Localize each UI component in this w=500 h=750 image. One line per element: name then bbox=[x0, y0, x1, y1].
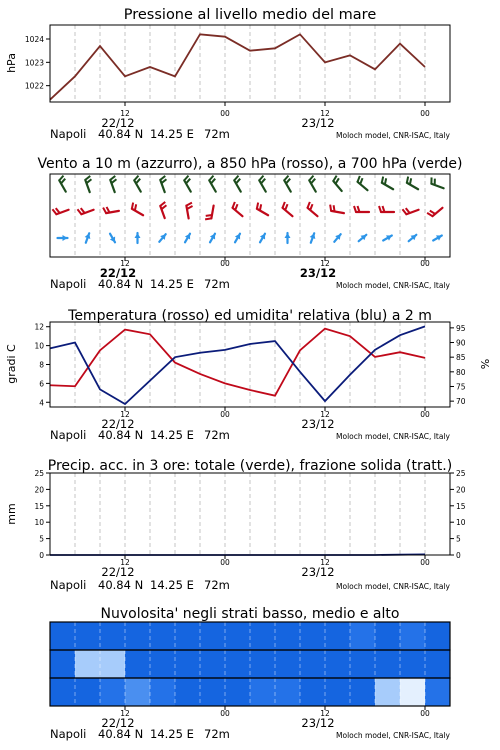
pressure-x-ticks bbox=[120, 102, 430, 118]
barb-feather bbox=[234, 176, 238, 181]
wind-arrow-10m bbox=[285, 233, 291, 243]
barb-feather bbox=[379, 206, 381, 212]
barb-shaft bbox=[407, 183, 418, 190]
x-tick-label: 00 bbox=[220, 709, 230, 718]
barb-feather bbox=[410, 178, 411, 184]
barb-shaft bbox=[257, 209, 268, 216]
wind-arrow-10m bbox=[359, 235, 367, 241]
barb-feather bbox=[161, 179, 166, 183]
temperature-x-ticks bbox=[120, 407, 430, 419]
wind-barb-700hpa bbox=[85, 176, 91, 192]
barb-shaft bbox=[431, 184, 443, 188]
barb-feather bbox=[261, 179, 265, 184]
location-lon: 14.25 E bbox=[150, 428, 194, 442]
cloud-cell bbox=[225, 622, 250, 650]
wind-barb-700hpa bbox=[333, 176, 341, 191]
x-tick-label: 00 bbox=[420, 109, 430, 118]
cloud-cell bbox=[100, 622, 125, 650]
cloud-cell bbox=[100, 650, 125, 678]
wind-barb-850hpa bbox=[257, 203, 268, 216]
location-lat: 40.84 N bbox=[98, 127, 144, 141]
cloudiness-x-ticks bbox=[120, 706, 430, 718]
barb-feather bbox=[186, 179, 190, 184]
y-tick-label: 10 bbox=[34, 341, 44, 351]
barb-feather bbox=[406, 208, 410, 213]
cloud-cell bbox=[125, 650, 150, 678]
cloud-cell bbox=[375, 622, 400, 650]
pressure-y-ticks bbox=[25, 35, 50, 91]
barb-feather bbox=[430, 211, 435, 214]
barb-feather bbox=[86, 179, 91, 183]
x-tick-label: 00 bbox=[220, 259, 230, 268]
precipitation-panel bbox=[5, 458, 466, 592]
pressure-line bbox=[50, 34, 425, 99]
wind-barb-850hpa bbox=[402, 208, 418, 214]
wind-arrow-10m bbox=[159, 234, 165, 242]
barb-feather bbox=[59, 176, 63, 181]
barb-feather bbox=[333, 176, 336, 181]
cloud-cell bbox=[375, 650, 400, 678]
barb-feather bbox=[211, 179, 215, 184]
barb-feather bbox=[358, 176, 360, 182]
temperature-title: Temperatura (rosso) ed umidita' relativa (blu) a 2 m bbox=[68, 308, 432, 324]
cloud-cell bbox=[425, 650, 450, 678]
location-lon: 14.25 E bbox=[150, 127, 194, 141]
cloud-cell bbox=[300, 650, 325, 678]
barb-feather bbox=[135, 204, 136, 210]
x-tick-label: 12 bbox=[320, 259, 330, 268]
y-tick-label: 10 bbox=[34, 518, 44, 528]
barb-feather bbox=[107, 207, 110, 213]
y-tick-label: 0 bbox=[39, 551, 44, 560]
wind-arrow-10m bbox=[260, 234, 265, 243]
x-tick-label: 00 bbox=[220, 410, 230, 419]
pressure-title: Pressione al livello medio del mare bbox=[123, 7, 377, 23]
barb-feather bbox=[330, 205, 331, 211]
arrow-head bbox=[63, 235, 68, 241]
location-elevation: 72m bbox=[204, 727, 230, 741]
y2-tick-label: 15 bbox=[456, 501, 466, 511]
barb-feather bbox=[283, 202, 285, 208]
cloudiness-title: Nuvolosita' negli strati basso, medio e alto bbox=[100, 606, 400, 622]
barb-shaft bbox=[382, 183, 393, 190]
barb-feather bbox=[134, 176, 138, 181]
location-elevation: 72m bbox=[204, 277, 230, 291]
barb-shaft bbox=[233, 208, 243, 216]
barb-feather bbox=[285, 204, 287, 210]
location-name: Napoli bbox=[50, 127, 87, 141]
wind-barb-850hpa bbox=[132, 203, 143, 216]
barb-feather bbox=[334, 205, 335, 211]
barb-feather bbox=[284, 176, 288, 181]
location-elevation: 72m bbox=[204, 127, 230, 141]
barb-feather bbox=[360, 178, 362, 184]
barb-feather bbox=[187, 206, 193, 209]
wind-barb-850hpa bbox=[354, 206, 369, 212]
cloud-cell bbox=[250, 678, 275, 706]
cloud-cell bbox=[150, 650, 175, 678]
y-tick-label: 25 bbox=[34, 469, 44, 478]
barb-feather bbox=[61, 179, 65, 184]
arrow-head bbox=[285, 233, 291, 238]
barb-feather bbox=[260, 204, 261, 210]
x-tick-label: 00 bbox=[420, 410, 430, 419]
wind-barb-850hpa bbox=[308, 202, 318, 216]
wind-gridlines bbox=[75, 174, 425, 257]
barb-shaft bbox=[308, 208, 318, 216]
wind-barb-850hpa bbox=[77, 208, 93, 214]
cloud-cell bbox=[325, 650, 350, 678]
temperature-line bbox=[50, 329, 425, 396]
barb-feather bbox=[205, 218, 211, 219]
date-label: 22/12 bbox=[101, 716, 135, 730]
date-label: 22/12 bbox=[101, 417, 135, 431]
cloud-cell bbox=[200, 678, 225, 706]
wind-arrow-10m bbox=[334, 234, 340, 242]
y2-tick-label: 25 bbox=[456, 469, 466, 478]
barb-feather bbox=[160, 202, 165, 206]
date-label: 22/12 bbox=[99, 266, 137, 280]
wind-barb-850hpa bbox=[52, 208, 68, 214]
barb-feather bbox=[427, 213, 432, 216]
barb-feather bbox=[186, 203, 192, 206]
model-credit: Moloch model, CNR-ISAC, Italy bbox=[336, 432, 450, 441]
y2-tick-label: 80 bbox=[456, 367, 466, 377]
barb-feather bbox=[81, 208, 85, 213]
barb-shaft bbox=[358, 182, 368, 190]
wind-barb-700hpa bbox=[358, 176, 368, 190]
location-elevation: 72m bbox=[204, 428, 230, 442]
barb-shaft bbox=[211, 206, 213, 219]
barb-shaft bbox=[132, 209, 143, 216]
temperature-gridlines bbox=[75, 322, 425, 407]
cloud-cell bbox=[400, 622, 425, 650]
x-tick-label: 12 bbox=[320, 410, 330, 419]
wind-arrow-10m bbox=[433, 235, 442, 240]
y2-tick-label: 10 bbox=[456, 518, 466, 528]
x-tick-label: 00 bbox=[420, 259, 430, 268]
pressure-series bbox=[50, 34, 425, 99]
barb-feather bbox=[382, 177, 383, 183]
cloud-cell bbox=[200, 650, 225, 678]
wind-barb-850hpa bbox=[427, 208, 442, 216]
cloud-cell bbox=[225, 650, 250, 678]
cloud-cell bbox=[375, 678, 400, 706]
x-tick-label: 12 bbox=[320, 109, 330, 118]
x-tick-label: 12 bbox=[120, 259, 130, 268]
wind-barb-700hpa bbox=[59, 176, 66, 192]
barb-feather bbox=[311, 179, 315, 184]
wind-arrow-10m bbox=[210, 234, 215, 243]
cloud-cell bbox=[425, 678, 450, 706]
cloud-cell bbox=[50, 622, 75, 650]
cloud-cell bbox=[400, 650, 425, 678]
barb-feather bbox=[407, 177, 408, 183]
x-tick-label: 12 bbox=[120, 109, 130, 118]
cloud-cell bbox=[300, 622, 325, 650]
x-tick-label: 00 bbox=[420, 558, 430, 567]
cloud-cell bbox=[300, 678, 325, 706]
barb-feather bbox=[56, 208, 60, 213]
precipitation-x-ticks bbox=[120, 555, 430, 567]
x-tick-label: 00 bbox=[220, 109, 230, 118]
wind-arrow-10m bbox=[235, 234, 240, 243]
cloudiness-location-footer bbox=[50, 727, 451, 741]
location-lon: 14.25 E bbox=[150, 277, 194, 291]
barb-shaft bbox=[331, 211, 344, 213]
pressure-gridlines bbox=[75, 25, 425, 102]
x-tick-label: 00 bbox=[420, 709, 430, 718]
x-tick-label: 12 bbox=[120, 410, 130, 419]
barb-feather bbox=[111, 179, 116, 183]
cloud-cell bbox=[150, 678, 175, 706]
temperature-y-ticks bbox=[34, 323, 50, 408]
cloud-cell bbox=[425, 622, 450, 650]
barb-feather bbox=[161, 205, 166, 209]
date-label: 23/12 bbox=[299, 266, 337, 280]
location-lon: 14.25 E bbox=[150, 578, 194, 592]
wind-x-ticks bbox=[120, 257, 430, 268]
barb-feather bbox=[184, 176, 188, 181]
barb-feather bbox=[235, 204, 237, 210]
y-tick-label: 8 bbox=[39, 360, 44, 370]
barb-feather bbox=[259, 176, 263, 181]
cloud-cell bbox=[150, 622, 175, 650]
wind-arrow-10m bbox=[110, 234, 115, 243]
wind-location-footer bbox=[50, 277, 451, 291]
wind-arrow-10m bbox=[383, 235, 392, 240]
cloud-cell bbox=[75, 678, 100, 706]
precipitation-title: Precip. acc. in 3 ore: totale (verde), frazione solida (tratt.) bbox=[47, 458, 453, 474]
wind-barb-700hpa bbox=[134, 176, 141, 192]
y-tick-label: 20 bbox=[34, 485, 44, 495]
x-tick-label: 12 bbox=[120, 558, 130, 567]
cloud-cell bbox=[325, 622, 350, 650]
wind-barb-700hpa bbox=[234, 176, 241, 192]
wind-barb-850hpa bbox=[379, 206, 394, 212]
humidity-ylabel: % bbox=[479, 358, 492, 370]
cloud-cell bbox=[100, 678, 125, 706]
x-tick-label: 12 bbox=[320, 558, 330, 567]
temperature-panel bbox=[5, 308, 492, 442]
y-tick-label: 1023 bbox=[24, 58, 44, 68]
wind-arrow-10m bbox=[135, 233, 141, 243]
barb-feather bbox=[402, 209, 406, 214]
wind-barb-850hpa bbox=[330, 205, 344, 214]
location-name: Napoli bbox=[50, 277, 87, 291]
barb-feather bbox=[354, 206, 356, 212]
model-credit: Moloch model, CNR-ISAC, Italy bbox=[336, 582, 450, 591]
pressure-panel bbox=[5, 7, 451, 141]
wind-barb-850hpa bbox=[205, 206, 214, 220]
precipitation-frame bbox=[50, 473, 450, 555]
y-tick-label: 1024 bbox=[24, 35, 44, 44]
y2-tick-label: 70 bbox=[456, 397, 466, 407]
wind-barb-700hpa bbox=[284, 176, 291, 192]
barb-feather bbox=[233, 202, 235, 208]
model-credit: Moloch model, CNR-ISAC, Italy bbox=[336, 731, 450, 740]
wind-barb-850hpa bbox=[103, 207, 119, 213]
barb-shaft bbox=[333, 181, 341, 191]
wind-arrow-10m bbox=[58, 235, 68, 241]
barb-feather bbox=[160, 176, 165, 180]
cloud-cell bbox=[175, 622, 200, 650]
cloud-cell bbox=[125, 622, 150, 650]
wind-arrow-10m bbox=[409, 235, 417, 241]
x-tick-label: 12 bbox=[120, 709, 130, 718]
y-tick-label: 4 bbox=[39, 398, 44, 408]
wind-barb-850hpa bbox=[186, 203, 192, 219]
wind-barb-700hpa bbox=[407, 177, 418, 190]
barb-feather bbox=[132, 203, 133, 209]
barb-feather bbox=[85, 176, 90, 180]
cloud-cell bbox=[350, 622, 375, 650]
temperature-series bbox=[50, 326, 425, 404]
wind-barb-700hpa bbox=[184, 176, 191, 192]
model-credit: Moloch model, CNR-ISAC, Italy bbox=[336, 131, 450, 140]
barb-feather bbox=[206, 215, 212, 216]
barb-feather bbox=[309, 176, 313, 181]
location-name: Napoli bbox=[50, 727, 87, 741]
location-lon: 14.25 E bbox=[150, 727, 194, 741]
cloudiness-panel bbox=[50, 606, 451, 741]
location-lat: 40.84 N bbox=[98, 727, 144, 741]
cloud-cell bbox=[175, 678, 200, 706]
precipitation-date-labels bbox=[101, 565, 334, 579]
temperature-location-footer bbox=[50, 428, 451, 442]
wind-barb-850hpa bbox=[233, 202, 243, 216]
barb-feather bbox=[52, 209, 56, 214]
date-label: 23/12 bbox=[301, 716, 335, 730]
wind-barb-700hpa bbox=[259, 176, 266, 192]
precipitation-ylabel: mm bbox=[5, 503, 18, 525]
cloud-cell bbox=[200, 622, 225, 650]
cloud-cell bbox=[275, 650, 300, 678]
barb-shaft bbox=[283, 208, 293, 216]
wind-barb-700hpa bbox=[431, 177, 443, 188]
wind-barb-850hpa bbox=[283, 202, 293, 216]
wind-barb-700hpa bbox=[209, 176, 216, 192]
cloud-cell bbox=[350, 678, 375, 706]
y-tick-label: 5 bbox=[39, 534, 44, 544]
y-tick-label: 12 bbox=[34, 322, 44, 332]
barb-feather bbox=[308, 202, 310, 208]
cloud-cell bbox=[350, 650, 375, 678]
wind-arrow-10m bbox=[310, 233, 316, 242]
barb-feather bbox=[336, 178, 339, 183]
wind-barb-700hpa bbox=[160, 176, 166, 192]
x-tick-label: 12 bbox=[320, 709, 330, 718]
arrow-head bbox=[135, 233, 141, 238]
barb-feather bbox=[257, 203, 258, 209]
cloud-cell bbox=[400, 678, 425, 706]
cloud-cell bbox=[275, 678, 300, 706]
wind-barb-700hpa bbox=[382, 177, 393, 190]
barb-feather bbox=[209, 176, 213, 181]
cloud-cell bbox=[75, 622, 100, 650]
cloud-cell bbox=[125, 678, 150, 706]
wind-barbs bbox=[52, 176, 443, 243]
y-tick-label: 1022 bbox=[24, 81, 44, 91]
location-name: Napoli bbox=[50, 578, 87, 592]
pressure-ylabel: hPa bbox=[5, 53, 18, 73]
y2-tick-label: 0 bbox=[456, 551, 461, 560]
y-tick-label: 15 bbox=[34, 501, 44, 511]
y2-tick-label: 20 bbox=[456, 485, 466, 495]
barb-feather bbox=[236, 179, 240, 184]
pressure-location-footer bbox=[50, 127, 451, 141]
barb-feather bbox=[286, 179, 290, 184]
humidity-y-ticks bbox=[450, 324, 466, 406]
cloud-cell bbox=[50, 678, 75, 706]
precipitation-gridlines bbox=[75, 473, 425, 555]
date-label: 23/12 bbox=[301, 565, 335, 579]
wind-arrow-10m bbox=[185, 234, 190, 243]
location-lat: 40.84 N bbox=[98, 578, 144, 592]
wind-arrow-10m bbox=[85, 233, 91, 242]
barb-feather bbox=[110, 176, 115, 180]
temperature-ylabel: gradi C bbox=[5, 344, 18, 384]
y2-tick-label: 85 bbox=[456, 353, 466, 363]
barb-feather bbox=[77, 209, 81, 214]
location-lat: 40.84 N bbox=[98, 428, 144, 442]
date-label: 22/12 bbox=[101, 565, 135, 579]
wind-panel bbox=[37, 156, 462, 291]
cloud-cell bbox=[275, 622, 300, 650]
barb-feather bbox=[310, 204, 312, 210]
precipitation-location-footer bbox=[50, 578, 451, 592]
x-tick-label: 00 bbox=[220, 558, 230, 567]
y2-tick-label: 5 bbox=[456, 534, 461, 544]
location-name: Napoli bbox=[50, 428, 87, 442]
wind-barb-700hpa bbox=[309, 176, 316, 192]
date-label: 22/12 bbox=[101, 116, 135, 130]
cloud-cell bbox=[225, 678, 250, 706]
cloud-cell bbox=[250, 622, 275, 650]
model-credit: Moloch model, CNR-ISAC, Italy bbox=[336, 281, 450, 290]
date-label: 23/12 bbox=[301, 417, 335, 431]
cloud-cell bbox=[325, 678, 350, 706]
barb-feather bbox=[103, 208, 106, 214]
location-elevation: 72m bbox=[204, 578, 230, 592]
cloud-cell bbox=[75, 650, 100, 678]
y2-tick-label: 75 bbox=[456, 382, 466, 392]
cloud-cell bbox=[250, 650, 275, 678]
wind-barb-850hpa bbox=[160, 202, 166, 218]
barb-feather bbox=[385, 178, 386, 184]
humidity-line bbox=[50, 326, 425, 404]
date-label: 23/12 bbox=[301, 116, 335, 130]
cloud-cell bbox=[175, 650, 200, 678]
wind-title: Vento a 10 m (azzurro), a 850 hPa (rosso), a 700 hPa (verde) bbox=[37, 156, 463, 172]
barb-feather bbox=[136, 179, 140, 184]
y2-tick-label: 90 bbox=[456, 338, 466, 348]
barb-shaft bbox=[433, 208, 443, 216]
y2-tick-label: 95 bbox=[456, 323, 466, 333]
cloud-cell bbox=[50, 650, 75, 678]
wind-barb-700hpa bbox=[110, 176, 116, 192]
y-tick-label: 6 bbox=[39, 379, 44, 389]
location-lat: 40.84 N bbox=[98, 277, 144, 291]
